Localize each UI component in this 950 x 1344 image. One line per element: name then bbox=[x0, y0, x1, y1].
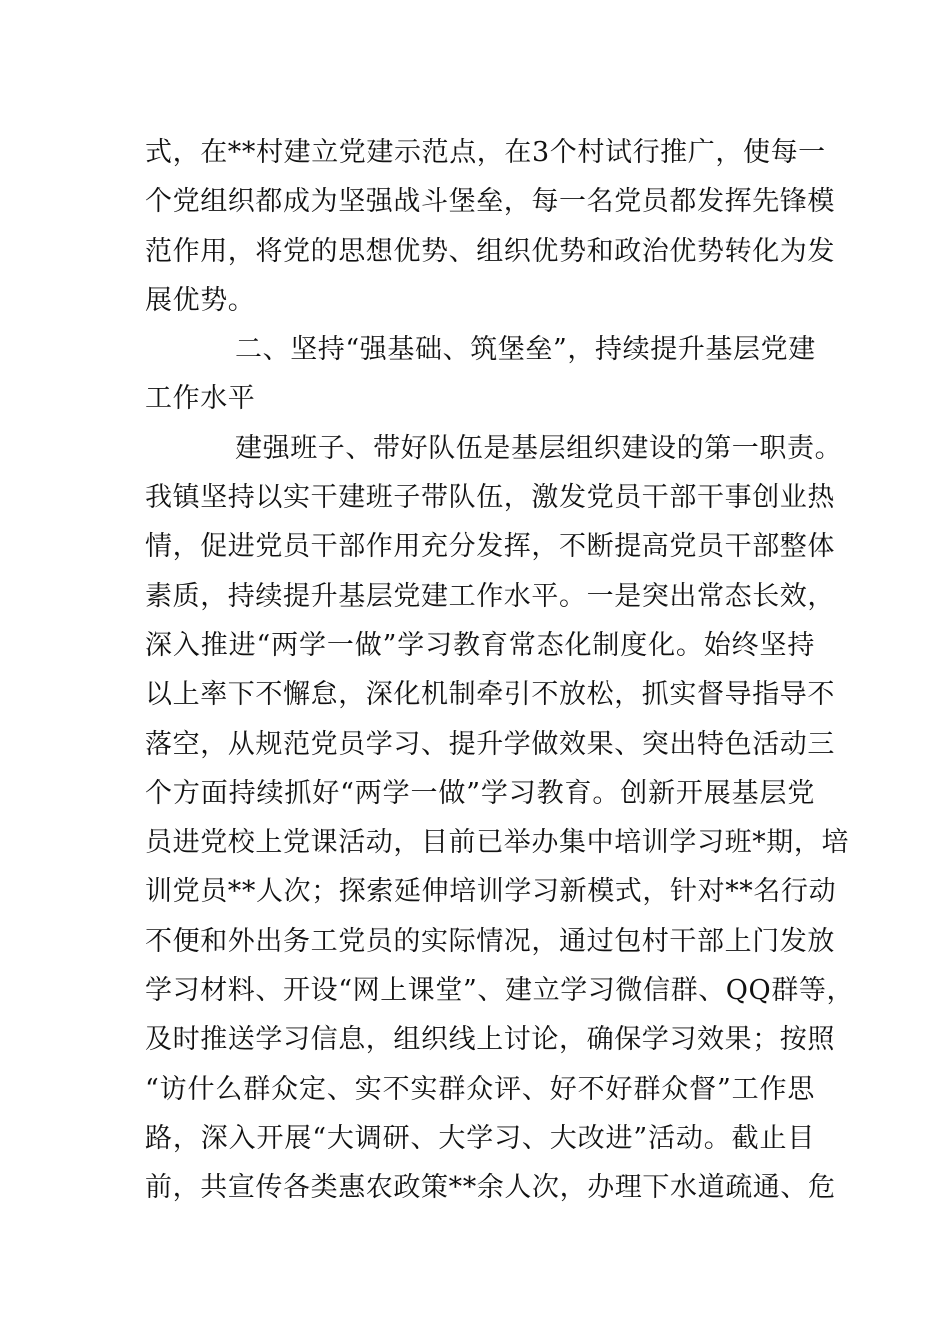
section-heading: 工作水平 bbox=[145, 383, 256, 415]
text-line: 建强班子、带好队伍是基层组织建设的第一职责。 bbox=[235, 432, 843, 464]
document-body bbox=[145, 128, 855, 1213]
text-line: 式，在**村建立党建示范点，在3个村试行推广，使每一 bbox=[145, 137, 826, 168]
text-line: 训党员**人次；探索延伸培训学习新模式，针对**名行动 bbox=[145, 876, 837, 908]
text-line: 深入推进“两学一做”学习教育常态化制度化。始终坚持 bbox=[145, 629, 815, 661]
text-line: 不便和外出务工党员的实际情况，通过包村干部上门发放 bbox=[145, 925, 835, 957]
text-line: 落空，从规范党员学习、提升学做效果、突出特色活动三 bbox=[145, 728, 835, 760]
text-line: 前，共宣传各类惠农政策**余人次，办理下水道疏通、危 bbox=[145, 1172, 836, 1204]
text-line: 个方面持续抓好“两学一做”学习教育。创新开展基层党 bbox=[145, 777, 815, 809]
text-line: 学习材料、开设“网上课堂”、建立学习微信群、QQ群等， bbox=[145, 975, 855, 1007]
text-line: 以上率下不懈怠，深化机制牵引不放松，抓实督导指导不 bbox=[145, 679, 835, 711]
text-line: 个党组织都成为坚强战斗堡垒，每一名党员都发挥先锋模 bbox=[145, 186, 835, 218]
text-line: 素质，持续提升基层党建工作水平。一是突出常态长效， bbox=[145, 580, 835, 612]
text-line: 情，促进党员干部作用充分发挥，不断提高党员干部整体 bbox=[145, 531, 835, 563]
text-line: 我镇坚持以实干建班子带队伍，激发党员干部干事创业热 bbox=[145, 482, 835, 514]
text-line: 及时推送学习信息，组织线上讨论，确保学习效果；按照 bbox=[145, 1024, 835, 1056]
text-line: 范作用，将党的思想优势、组织优势和政治优势转化为发 bbox=[145, 235, 835, 267]
text-line: 展优势。 bbox=[145, 284, 256, 316]
text-line: 员进党校上党课活动，目前已举办集中培训学习班*期，培 bbox=[145, 827, 850, 859]
text-line: 路，深入开展“大调研、大学习、大改进”活动。截止目 bbox=[145, 1122, 815, 1154]
section-heading: 二、坚持“强基础、筑堡垒”，持续提升基层党建 bbox=[235, 334, 816, 366]
text-line: “访什么群众定、实不实群众评、好不好群众督”工作思 bbox=[145, 1073, 815, 1105]
